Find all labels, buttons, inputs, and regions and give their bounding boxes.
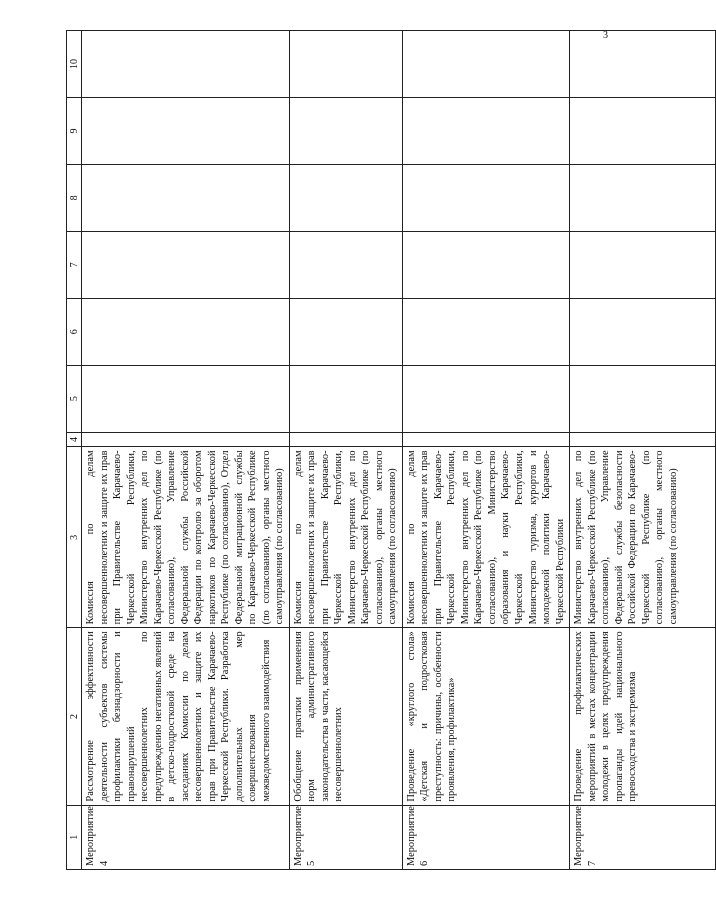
table-cell	[289, 31, 402, 98]
table-cell	[82, 31, 290, 98]
event-id: Мероприятие 4	[82, 805, 290, 869]
table-cell	[289, 164, 402, 231]
table-cell	[82, 365, 290, 432]
table-cell	[289, 298, 402, 365]
table-cell	[402, 164, 569, 231]
event-executors: Комиссия по делам несовершеннолетних и защите их прав при Правительстве Карачаево-Черкесской Республики, Министерство внутренних дел по Карачаево-Черкесской Республике (по согласованию), Министерство образования и науки Карачаево-Черкесской Республики, Министерство туризма, курортов и молодежной политики Карачаево-Черкесской Республики	[402, 447, 569, 628]
table-cell	[82, 432, 290, 447]
column-header: 10	[67, 31, 82, 98]
table-cell	[570, 432, 716, 447]
table-cell	[289, 365, 402, 432]
column-header: 8	[67, 164, 82, 231]
column-header: 2	[67, 628, 82, 805]
column-header: 9	[67, 98, 82, 165]
table-cell	[402, 365, 569, 432]
event-description: Проведение «круглого стола» «Детская и подростковая преступность: причины, особенности проявления, профилактика»	[402, 628, 569, 805]
table-cell	[402, 231, 569, 298]
table-cell	[289, 98, 402, 165]
table-row	[402, 31, 569, 870]
event-executors: Комиссия по делам несовершеннолетних и защите их прав при Правительстве Карачаево-Черкесской Республики, Министерство внутренних дел по Карачаево-Черкесской Республике (по согласованию), органы местного самоуправления (по согласованию)	[289, 447, 402, 628]
event-id: Мероприятие 5	[289, 805, 402, 869]
event-executors: Комиссия по делам несовершеннолетних и защите их прав при Правительстве Карачаево-Черкесской Республики, Министерство внутренних дел по Карачаево-Черкесской Республике (по согласованию), Управление Федеральной службы Российской Федерации по контролю за оборотом наркотиков по Карачаево-Черкесской Республике (по согласованию), Отдел Федеральной миграционной службы по Карачаево-Черкесской Республике (по согласованию), органы местного самоуправления (по согласованию)	[82, 447, 290, 628]
table-header-row	[67, 31, 82, 870]
column-header: 7	[67, 231, 82, 298]
table-cell	[570, 231, 716, 298]
table-cell	[289, 432, 402, 447]
table-cell	[289, 231, 402, 298]
table-row	[570, 31, 716, 870]
event-id: Мероприятие 6	[402, 805, 569, 869]
table-cell	[570, 164, 716, 231]
event-description: Рассмотрение эффективности деятельности субъектов системы профилактики безнадзорности и правонарушений несовершеннолетних по предупреждению негативных явлений в детско-подростковой среде на заседаниях Комиссии по делам несовершеннолетних и защите их прав при Правительстве Карачаево-Черкесской Республики. Разработка дополнительных мер совершенствования межведомственного взаимодействия	[82, 628, 290, 805]
page-number: 3	[603, 30, 608, 41]
event-description: Проведение профилактических мероприятий в местах концентрации молодежи в целях предупреждения пропаганды идей национального превосходства и экстремизма	[570, 628, 716, 805]
table-cell	[570, 298, 716, 365]
table-cell	[402, 98, 569, 165]
column-header: 1	[67, 805, 82, 869]
table-cell	[402, 432, 569, 447]
column-header: 3	[67, 447, 82, 628]
table-cell	[402, 31, 569, 98]
table-cell	[570, 31, 716, 98]
column-header: 5	[67, 365, 82, 432]
event-executors: Министерство внутренних дел по Карачаево-Черкесской Республике (по согласованию), Управление Федеральной службы безопасности Российской Федерации по Карачаево-Черкесской Республике (по согласованию), органы местного самоуправления (по согласованию)	[570, 447, 716, 628]
table-cell	[570, 98, 716, 165]
table-row	[82, 31, 290, 870]
table-cell	[402, 298, 569, 365]
column-header: 6	[67, 298, 82, 365]
table-cell	[82, 164, 290, 231]
table-cell	[82, 98, 290, 165]
event-description: Обобщение практики применения норм административного законодательства в части, касающейся несовершеннолетних	[289, 628, 402, 805]
table-cell	[82, 298, 290, 365]
table-cell	[570, 365, 716, 432]
event-id: Мероприятие 7	[570, 805, 716, 869]
rotated-table-wrapper	[66, 30, 679, 870]
column-header: 4	[67, 432, 82, 447]
table-cell	[82, 231, 290, 298]
events-table	[66, 30, 716, 870]
table-row	[289, 31, 402, 870]
